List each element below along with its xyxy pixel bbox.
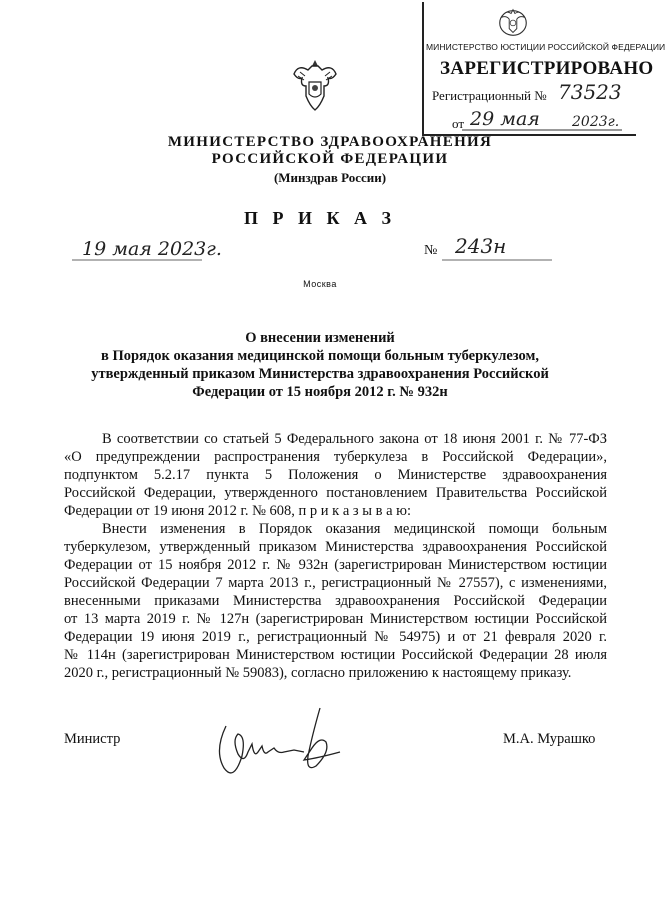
body-line: Федерации от 15 ноября 2012 г. № 932н (зарегистрирован Министерством юстиции (64, 557, 607, 573)
heading-line: в Порядок оказания медицинской помощи больным туберкулезом, (100, 348, 539, 364)
stamp-reg-label: Регистрационный № (432, 88, 547, 103)
body-line: 2020 г., регистрационный № 59083), согласно приложению к настоящему приказу. (64, 665, 572, 681)
eagle-emblem-icon (494, 4, 532, 40)
body-line: Федерации 19 июня 2019 г., регистрационный № 54975) и от 21 февраля 2020 г. (64, 629, 607, 645)
document-type-title: П Р И К А З (243, 208, 397, 228)
stamp-date-prefix: от (452, 116, 465, 131)
stamp-ministry-name: МИНИСТЕРСТВО ЮСТИЦИИ РОССИЙСКОЙ ФЕДЕРАЦИИ (426, 42, 665, 52)
signer-name: М.А. Мурашко (503, 731, 596, 747)
stamp-date-year: 2023г. (572, 114, 620, 130)
order-body (64, 430, 607, 682)
signer-position: Министр (64, 731, 121, 747)
body-line: Внести изменения в Порядок оказания медицинской помощи больным (102, 521, 607, 537)
order-heading (64, 329, 576, 401)
body-line: туберкулезом, утвержденный приказом Министерства здравоохранения Российской (64, 539, 607, 555)
heading-line: О внесении изменений (245, 330, 395, 346)
body-line: Федерации от 19 июня 2012 г. № 608, п р и к а з ы в а ю: (64, 503, 412, 519)
body-line: Российской Федерации, утвержденного постановлением Правительства Российской (64, 485, 607, 501)
ministry-name-line1: МИНИСТЕРСТВО ЗДРАВООХРАНЕНИЯ (167, 134, 493, 150)
body-line: подпунктом 5.2.17 пункта 5 Положения о Министерстве здравоохранения (64, 467, 607, 483)
body-line: от 13 марта 2019 г. № 127н (зарегистрирован Министерством юстиции Российской (64, 611, 607, 627)
heading-line: Федерации от 15 ноября 2012 г. № 932н (192, 384, 448, 400)
order-date-underline (72, 258, 202, 262)
order-number-label: № (424, 243, 438, 258)
order-number: 243н (455, 234, 507, 258)
stamp-date-underline (462, 128, 622, 132)
heading-line: утвержденный приказом Министерства здравоохранения Российской (91, 366, 549, 382)
city: Москва (303, 279, 337, 289)
body-line: Российской Федерации 7 марта 2013 г., регистрационный № 27557), с изменениями, (64, 575, 607, 591)
stamp-reg-number: 73523 (558, 80, 622, 104)
body-line: В соответствии со статьей 5 Федерального закона от 18 июня 2001 г. № 77-ФЗ (102, 431, 607, 447)
ministry-name-line2: РОССИЙСКОЙ ФЕДЕРАЦИИ (211, 151, 449, 167)
coat-of-arms-icon (290, 56, 340, 114)
stamp-date-day-month: 29 мая (470, 108, 540, 130)
body-line: № 114н (зарегистрирован Министерством юстиции Российской Федерации 28 июля (64, 647, 607, 663)
stamp-title: ЗАРЕГИСТРИРОВАНО (440, 58, 654, 79)
order-number-underline (442, 258, 552, 262)
body-line: внесенными приказами Министерства здравоохранения Российской Федерации (64, 593, 607, 609)
ministry-short-name: (Минздрав России) (273, 170, 387, 185)
order-date: 19 мая 2023г. (82, 238, 222, 260)
body-line: «О предупреждении распространения туберкулеза в Российской Федерации», (64, 449, 607, 465)
signature (208, 696, 348, 786)
